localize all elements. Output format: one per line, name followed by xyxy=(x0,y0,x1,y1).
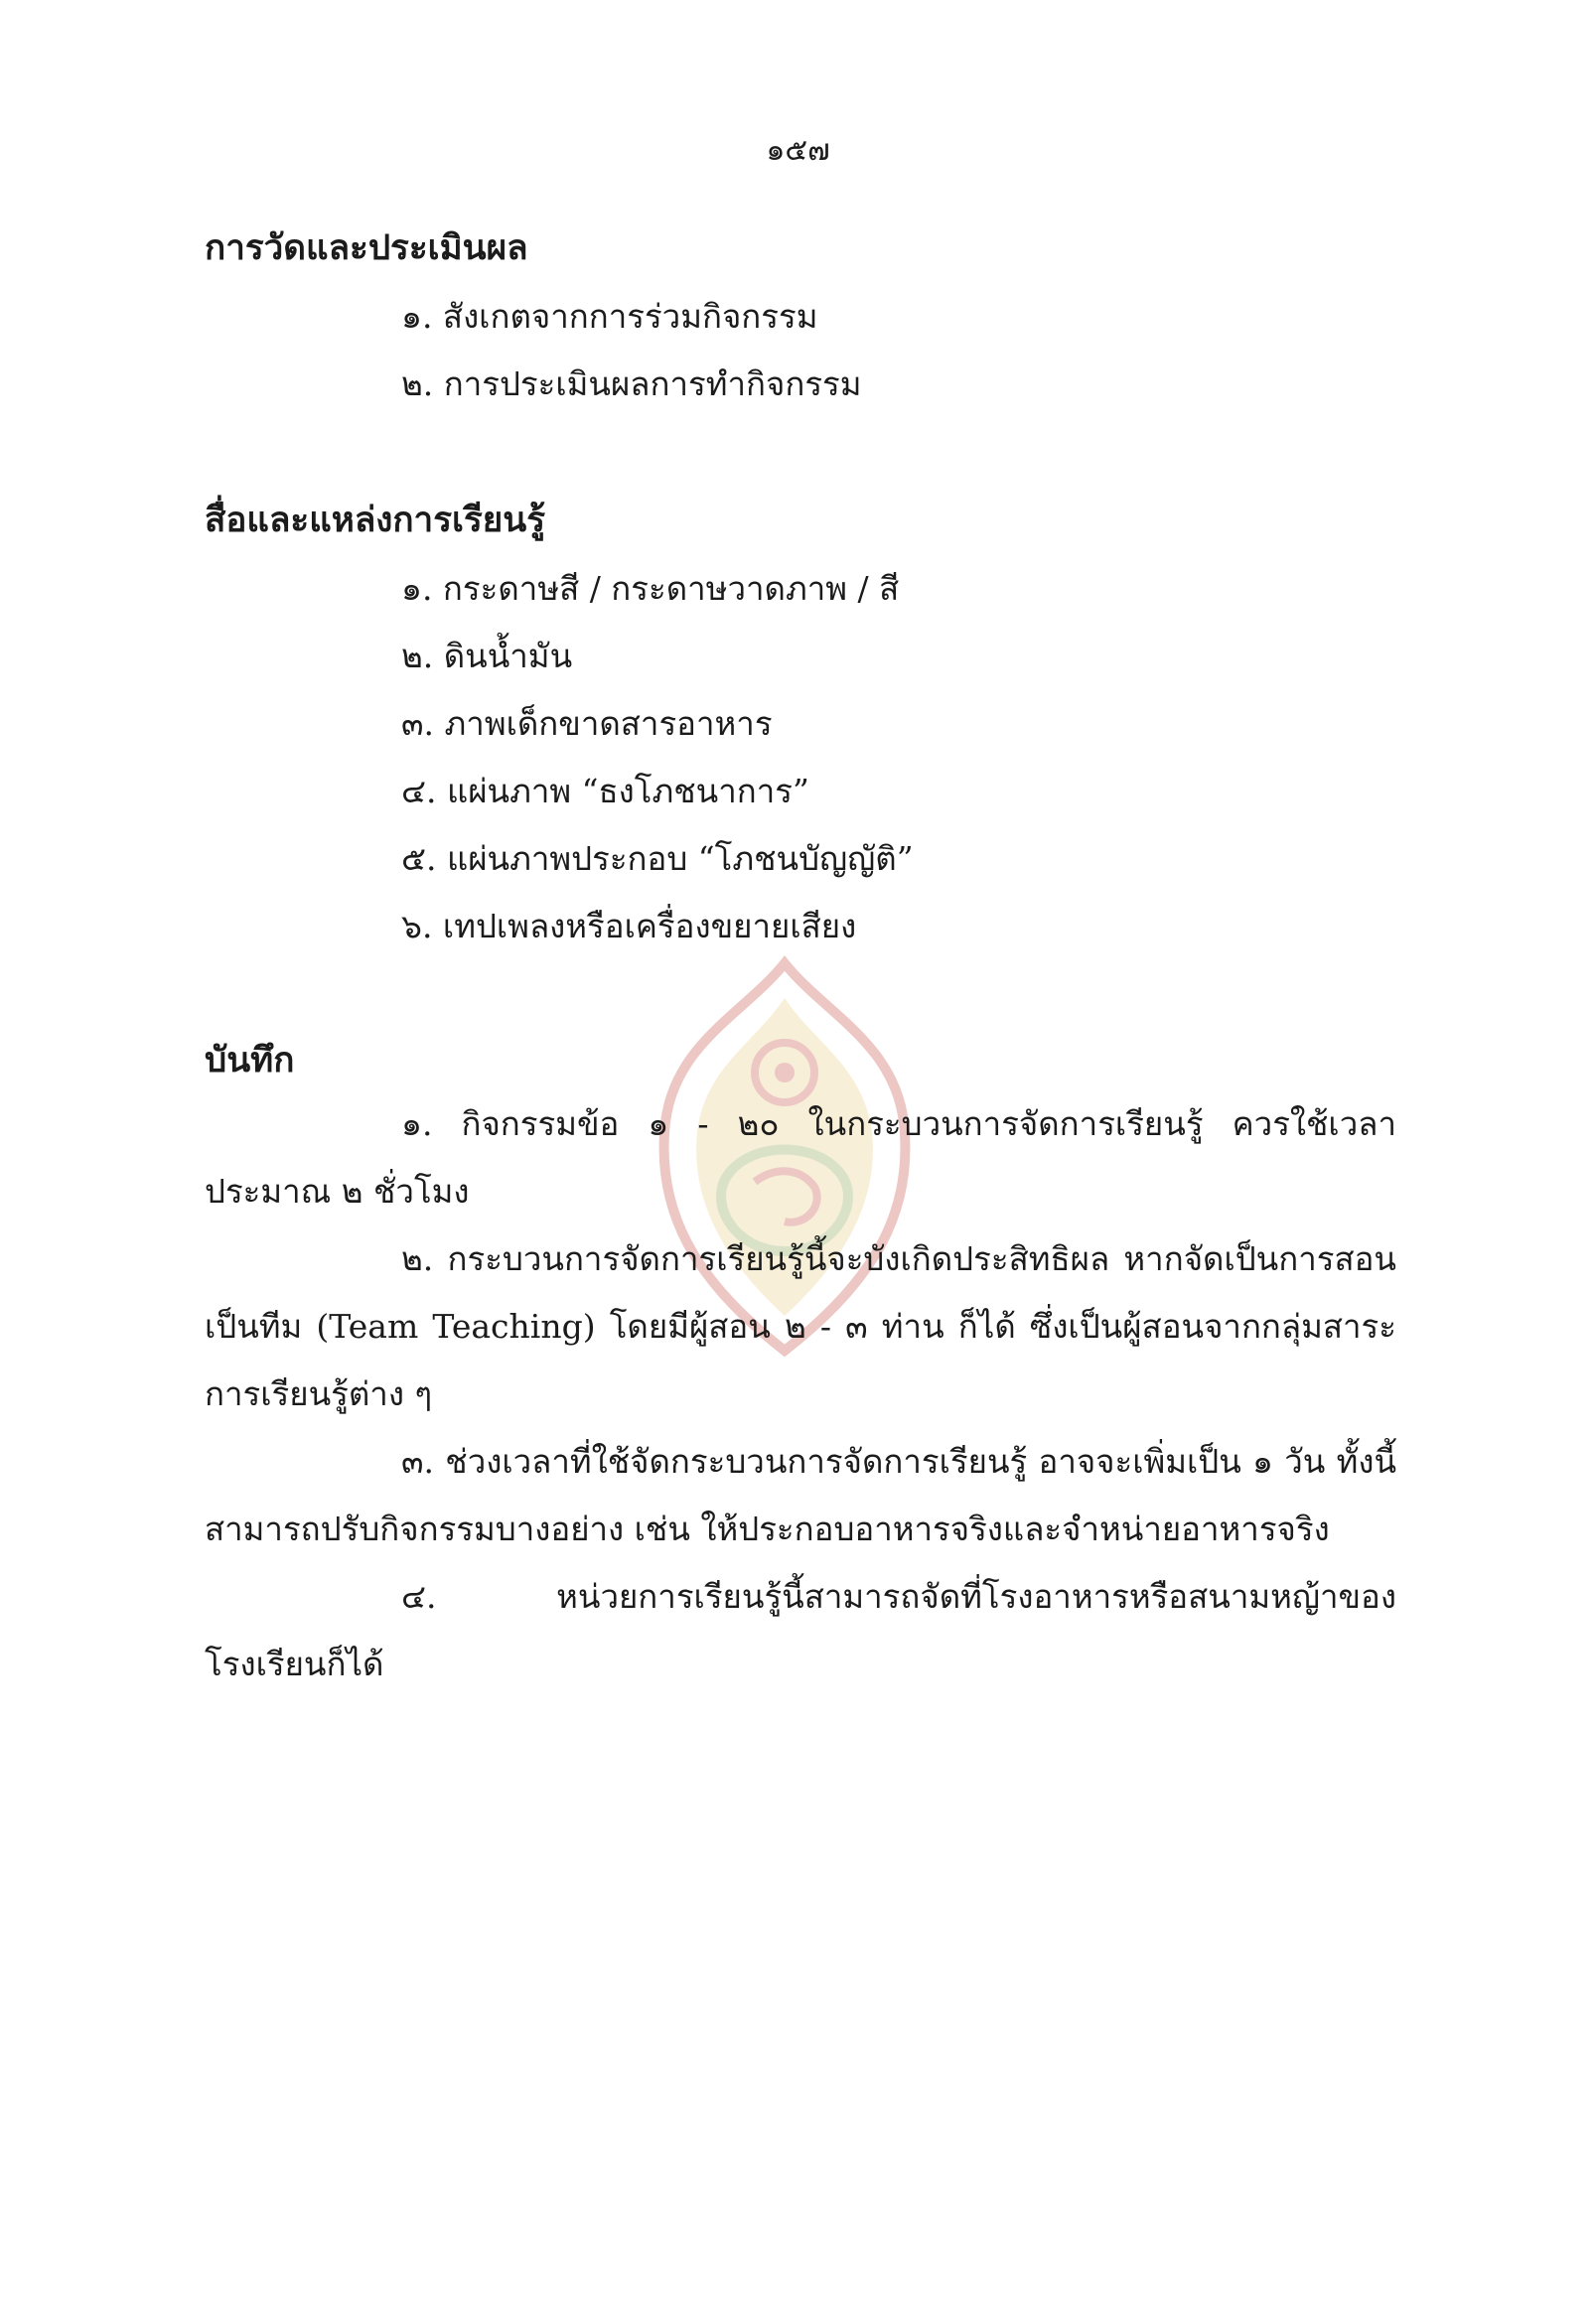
notes-paragraph: ๑. กิจกรรมข้อ ๑ - ๒๐ ในกระบวนการจัดการเรียนรู้ ควรใช้เวลาประมาณ ๒ ชั่วโมง xyxy=(205,1104,1396,1211)
evaluation-item: ๒. การประเมินผลการทำกิจกรรม xyxy=(401,364,862,403)
page-number: ๑๕๗ xyxy=(766,133,830,168)
evaluation-item: ๑. สังเกตจากการร่วมกิจกรรม xyxy=(401,297,818,336)
media-item: ๒. ดินน้ำมัน xyxy=(401,637,573,675)
media-item: ๔. แผ่นภาพ “ธงโภชนาการ” xyxy=(401,772,809,810)
media-item: ๑. กระดาษสี / กระดาษวาดภาพ / สี xyxy=(401,569,900,608)
evaluation-heading: การวัดและประเมินผล xyxy=(205,227,528,268)
notes-paragraph: ๔. หน่วยการเรียนรู้นี้สามารถจัดที่โรงอาหารหรือสนามหญ้าของโรงเรียนก็ได้ xyxy=(205,1577,1396,1683)
media-item: ๓. ภาพเด็กขาดสารอาหาร xyxy=(401,704,773,743)
notes-paragraph: ๒. กระบวนการจัดการเรียนรู้นี้จะบังเกิดประสิทธิผล หากจัดเป็นการสอนเป็นทีม (Team Teaching) โดยมีผู้สอน ๒ - ๓ ท่าน ก็ได้ ซึ่งเป็นผู้สอนจากกลุ่มสาระการเรียนรู้ต่าง ๆ xyxy=(205,1239,1396,1413)
media-item: ๖. เทปเพลงหรือเครื่องขยายเสียง xyxy=(401,907,857,945)
media-heading: สื่อและแหล่งการเรียนรู้ xyxy=(205,500,545,540)
media-item: ๕. แผ่นภาพประกอบ “โภชนบัญญัติ” xyxy=(401,839,914,878)
notes-paragraph: ๓. ช่วงเวลาที่ใช้จัดกระบวนการจัดการเรียนรู้ อาจจะเพิ่มเป็น ๑ วัน ทั้งนี้สามารถปรับกิจกรรมบางอย่าง เช่น ให้ประกอบอาหารจริงและจำหน่ายอาหารจริง xyxy=(205,1442,1396,1548)
notes-heading: บันทึก xyxy=(205,1040,295,1080)
